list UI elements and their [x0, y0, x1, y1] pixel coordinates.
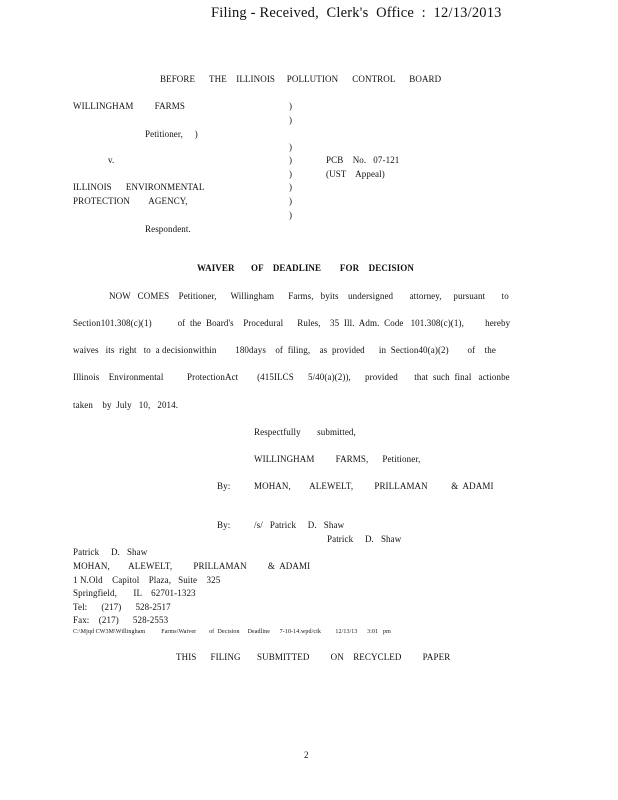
contact-name: Patrick D. Shaw	[73, 547, 148, 557]
body-line: Section101.308(c)(1) of the Board's Procedural Rules, 35 Ill. Adm. Code 101.308(c)(1), hereby	[73, 318, 511, 328]
document-title: WAIVER OF DEADLINE FOR DECISION	[197, 263, 414, 273]
signature-party: WILLINGHAM FARMS, Petitioner,	[254, 454, 421, 464]
filing-stamp-header: Filing - Received, Clerk's Office : 12/13/2013	[211, 5, 502, 21]
caption-bracket: )	[289, 101, 293, 111]
file-path: C:\Mjqd CW3M\Willingham Farms\Waiver of Decision Deadline 7-10-14.wpd/cik 12/13/13 3:01 pm	[73, 629, 391, 635]
electronic-signature: /s/ Patrick D. Shaw	[254, 520, 345, 530]
caption-bracket: )	[289, 169, 293, 179]
contact-city: Springfield, IL 62701-1323	[73, 588, 196, 598]
by-label: By:	[217, 481, 231, 491]
respectfully-submitted: Respectfully submitted,	[254, 427, 356, 437]
caption-bracket: )	[289, 115, 293, 125]
by-label: By:	[217, 520, 231, 530]
caption-bracket: )	[289, 182, 293, 192]
body-line: taken by July 10, 2014.	[73, 400, 179, 410]
case-type: (UST Appeal)	[326, 169, 385, 179]
contact-address: 1 N.Old Capitol Plaza, Suite 325	[73, 575, 221, 585]
respondent-name-line-1: ILLINOIS ENVIRONMENTAL	[73, 182, 205, 192]
recycled-paper-note: THIS FILING SUBMITTED ON RECYCLED PAPER	[176, 652, 451, 662]
contact-phone: Tel: (217) 528-2517	[73, 602, 171, 612]
signature-firm: MOHAN, ALEWELT, PRILLAMAN & ADAMI	[254, 481, 494, 491]
versus: v.	[108, 155, 115, 165]
petitioner-name: WILLINGHAM FARMS	[73, 101, 185, 111]
body-line: waives its right to a decisionwithin 180days of filing, as provided in Section40(a)(2) of the	[73, 345, 496, 355]
caption-bracket: )	[289, 210, 293, 220]
page-number: 2	[304, 750, 309, 760]
body-line: Illinois Environmental ProtectionAct (415ILCS 5/40(a)(2)), provided that such final actionbe	[73, 372, 510, 382]
contact-fax: Fax: (217) 528-2553	[73, 615, 169, 625]
caption-bracket: )	[289, 196, 293, 206]
respondent-name-line-2: PROTECTION AGENCY,	[73, 196, 188, 206]
caption-bracket: )	[289, 155, 293, 165]
board-heading: BEFORE THE ILLINOIS POLLUTION CONTROL BOARD	[160, 74, 442, 84]
respondent-role: Respondent.	[145, 224, 191, 234]
printed-signer-name: Patrick D. Shaw	[327, 534, 402, 544]
petitioner-role: Petitioner, )	[145, 129, 198, 139]
case-number: PCB No. 07-121	[326, 155, 400, 165]
body-line: NOW COMES Petitioner, Willingham Farms, byits undersigned attorney, pursuant to	[109, 291, 509, 301]
contact-firm: MOHAN, ALEWELT, PRILLAMAN & ADAMI	[73, 561, 311, 571]
caption-bracket: )	[289, 142, 293, 152]
